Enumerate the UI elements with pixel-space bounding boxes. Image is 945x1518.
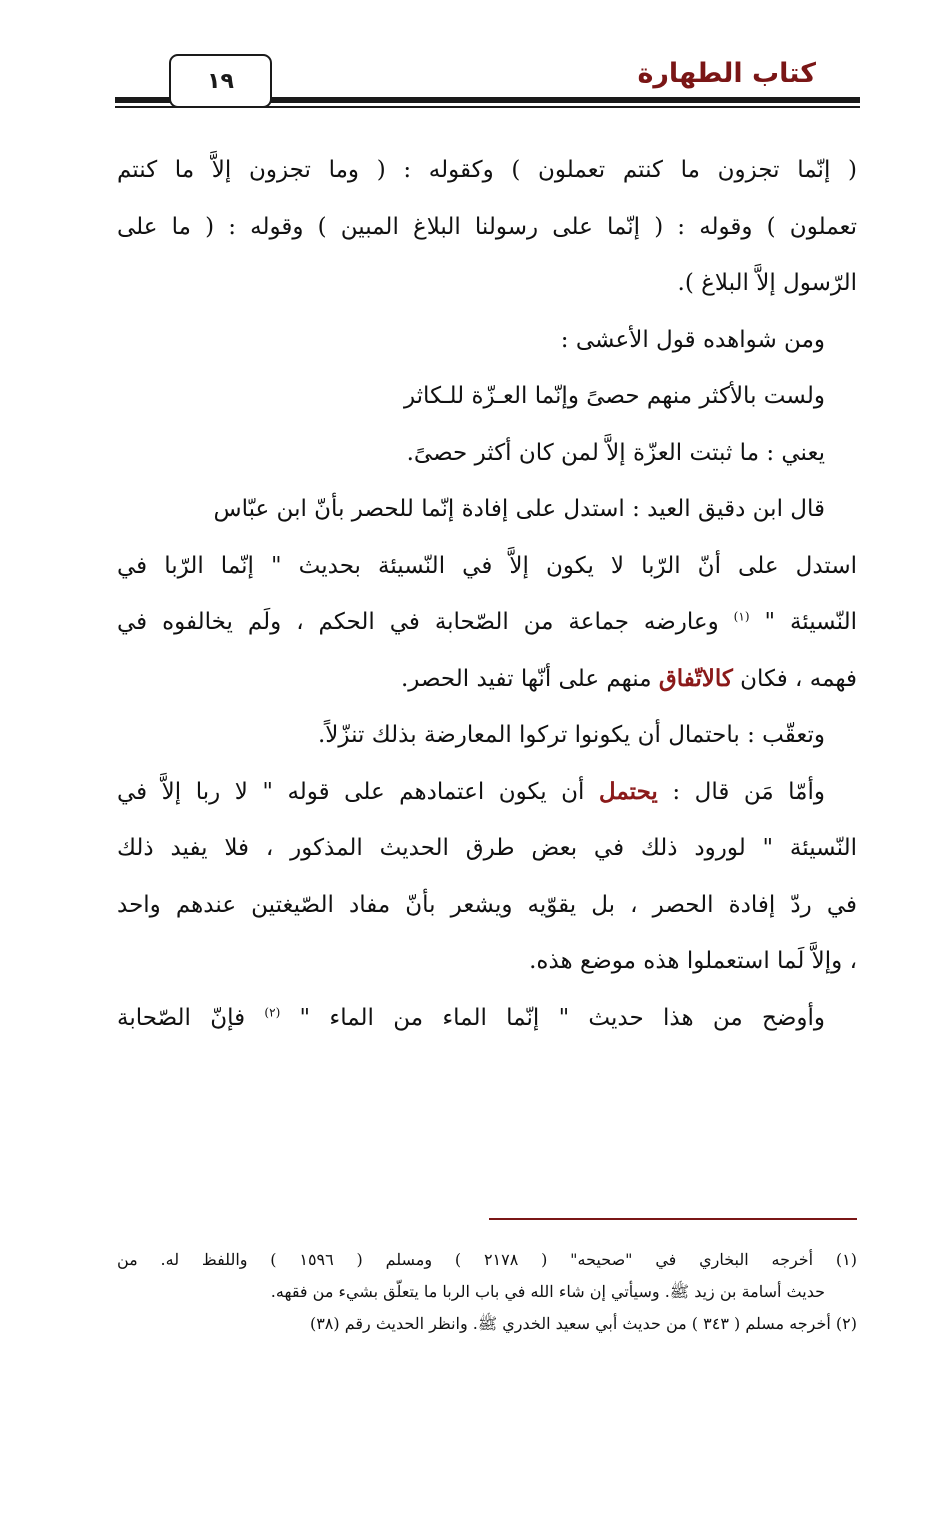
- text-segment: فهمه ، فكان: [740, 665, 857, 692]
- page-header: [115, 50, 860, 114]
- poetry-verse: ولست بالأكثر منهم حصىً وإنّما العـزّة للـكاثر: [403, 383, 825, 409]
- text-segment: وأوضح من هذا حديث " إنّما الماء من الماء ": [299, 1004, 825, 1031]
- text-segment: وعارضه جماعة من الصّحابة في الحكم ، ولَم يخالفوه في: [117, 609, 719, 635]
- text-line: يعني : ما ثبتت العزّة إلاَّ لمن كان أكثر حصىً.: [406, 439, 825, 466]
- footnote-line: (٢) أخرجه مسلم ( ٣٤٣ ) من حديث أبي سعيد الخدري ﷺ. وانظر الحديث رقم (٣٨): [309, 1314, 857, 1333]
- text-line: في ردّ إفادة الحصر ، بل يقوّيه ويشعر بأنّ مفاد الصّيغتين عندهم واحد: [117, 891, 857, 918]
- text-line: وتعقّب : باحتمال أن يكونوا تركوا المعارضة بذلك تنزّلاً.: [318, 722, 825, 748]
- text-line: النّسيئة " لورود ذلك في بعض طرق الحديث المذكور ، فلا يفيد ذلك: [117, 835, 857, 861]
- text-line: قال ابن دقيق العيد : استدل على إفادة إنّما للحصر بأنّ ابن عبّاس: [213, 496, 825, 522]
- highlighted-term: يحتمل: [598, 777, 658, 805]
- footnote-separator: [489, 1218, 857, 1220]
- footnote-line: حديث أسامة بن زيد ﷺ. وسيأتي إن شاء الله في باب الربا ما يتعلّق بشيء من فقهه.: [270, 1282, 825, 1301]
- text-line: [117, 651, 857, 708]
- text-line: ( إنّما تجزون ما كنتم تعملون ) وكقوله : ( وما تجزون إلاَّ ما كنتم: [117, 157, 857, 183]
- footnote-line: (١) أخرجه البخاري في "صحيحه" ( ٢١٧٨ ) ومسلم ( ١٥٩٦ ) واللفظ له. من: [117, 1250, 857, 1269]
- highlighted-term: كالاتّفاق: [658, 664, 733, 692]
- text-segment: وأمّا مَن قال :: [672, 778, 825, 805]
- text-segment: النّسيئة ": [764, 609, 857, 635]
- text-line: ومن شواهده قول الأعشى :: [560, 326, 825, 353]
- footnote-marker: (١): [733, 609, 750, 624]
- text-segment: منهم على أنّها تفيد الحصر.: [400, 665, 652, 692]
- page-number: ١٩: [169, 54, 272, 108]
- text-line: تعملون ) وقوله : ( إنّما على رسولنا البلاغ المبين ) وقوله : ( ما على: [117, 213, 857, 240]
- text-line: استدل على أنّ الرّبا لا يكون إلاَّ في النّسيئة بحديث " إنّما الرّبا في: [117, 552, 857, 579]
- main-text: [117, 142, 857, 1046]
- text-line: [117, 764, 857, 821]
- text-line: ، وإلاَّ لَما استعملوا هذه موضع هذه.: [529, 948, 857, 974]
- book-title: كتاب الطهارة: [637, 58, 816, 89]
- text-line: [117, 990, 857, 1047]
- text-line: [117, 594, 857, 651]
- text-line: الرّسول إلاَّ البلاغ ).: [677, 270, 857, 296]
- footnote-marker: (٢): [264, 1004, 281, 1019]
- text-segment: فإنّ الصّحابة: [117, 1004, 246, 1031]
- footnotes: [117, 1244, 857, 1340]
- text-segment: أن يكون اعتمادهم على قوله " لا ربا إلاَّ في: [117, 778, 585, 805]
